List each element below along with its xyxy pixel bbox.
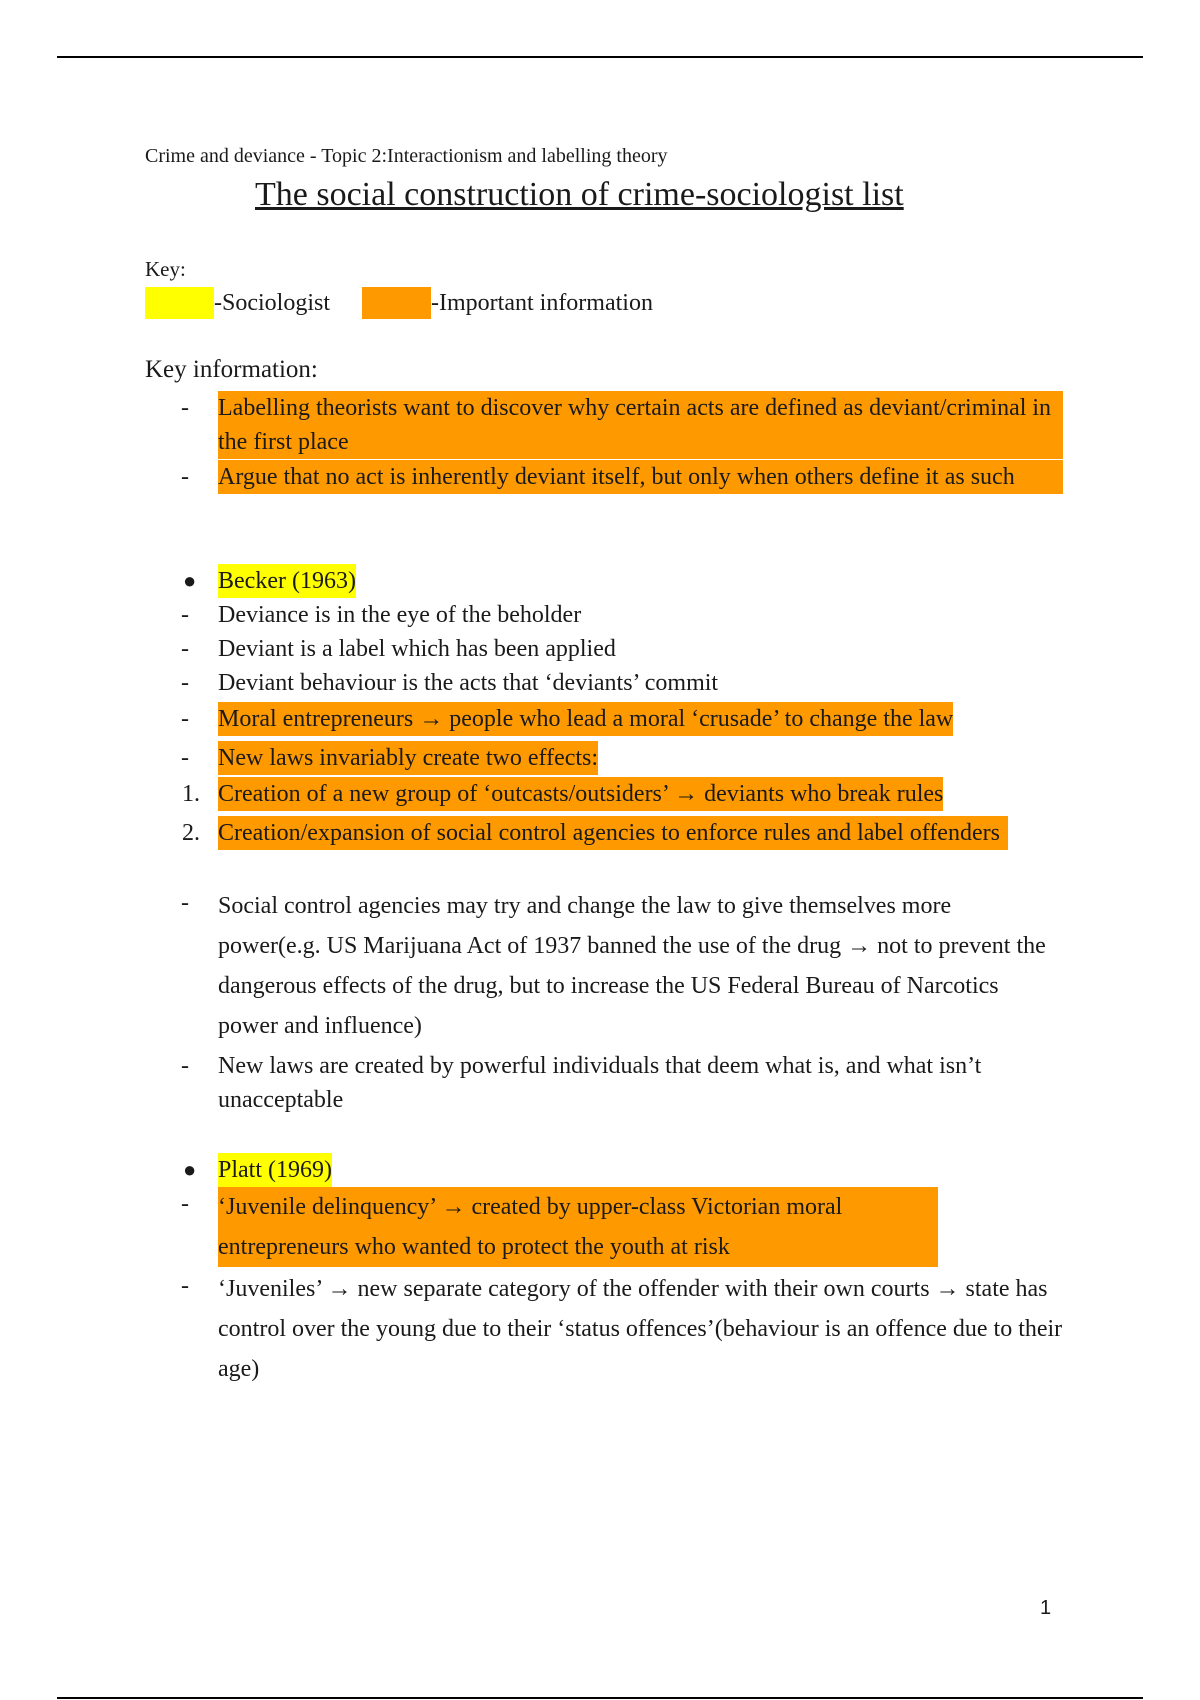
key-label: Key: xyxy=(145,257,186,281)
sociologist-name: Platt (1969) xyxy=(218,1153,332,1187)
list-item-text: New laws invariably create two effects: xyxy=(218,741,598,775)
list-item-text: ‘Juvenile delinquency’ → created by upper-class Victorian moral entrepreneurs who wanted to protect the youth at risk xyxy=(218,1187,938,1267)
list-item-text: Creation of a new group of ‘outcasts/outsiders’ → deviants who break rules xyxy=(218,777,943,811)
list-item-text: ‘Juveniles’ → new separate category of the offender with their own courts → state has control over the young due to their ‘status offences’(behaviour is an offence due to their age) xyxy=(218,1276,1063,1382)
dash-marker: - xyxy=(181,1191,189,1217)
list-item-text: New laws are created by powerful individuals that deem what is, and what isn’t unacceptable xyxy=(218,1053,982,1113)
key-information-heading: Key information: xyxy=(145,356,318,383)
bullet-marker: ● xyxy=(183,568,197,593)
bottom-rule xyxy=(57,1697,1143,1699)
list-item-text: Social control agencies may try and change the law to give themselves more power(e.g. US Marijuana Act of 1937 banned the use of the drug → not to prevent the dangerous effects of the drug, but to increase the US Federal Bureau of Narcotics power and influence) xyxy=(218,893,1046,1039)
list-item-text: Labelling theorists want to discover why certain acts are defined as deviant/criminal in the first place xyxy=(218,391,1063,459)
dash-marker: - xyxy=(181,706,189,732)
sociologist-name: Becker (1963) xyxy=(218,564,356,598)
list-item xyxy=(145,1187,1065,1269)
topic-line: Crime and deviance - Topic 2:Interactionism and labelling theory xyxy=(145,145,668,167)
number-marker: 1. xyxy=(182,781,200,807)
sociologist-legend-label: -Sociologist xyxy=(214,289,331,316)
top-rule xyxy=(57,56,1143,58)
dash-marker: - xyxy=(181,1273,189,1299)
dash-marker: - xyxy=(181,890,189,916)
list-item-text: Creation/expansion of social control agencies to enforce rules and label offenders xyxy=(218,816,1008,850)
list-item xyxy=(145,460,1065,528)
important-swatch xyxy=(362,287,431,319)
list-item-text: Deviance is in the eye of the beholder xyxy=(218,602,582,628)
dash-marker: - xyxy=(181,1053,189,1079)
dash-marker: - xyxy=(181,636,189,662)
dash-marker: - xyxy=(181,745,189,771)
dash-marker: - xyxy=(181,670,189,696)
page-title: The social construction of crime-sociologist list xyxy=(255,176,904,213)
numbered-item xyxy=(145,816,1065,884)
sociologist-swatch xyxy=(145,287,214,319)
list-item xyxy=(145,1269,1065,1391)
list-item xyxy=(145,391,1065,459)
list-item-text: Argue that no act is inherently deviant itself, but only when others define it as such xyxy=(218,460,1063,494)
color-legend xyxy=(145,286,653,320)
list-item xyxy=(145,886,1065,1046)
page-number: 1 xyxy=(1040,1597,1052,1619)
list-item-text: Moral entrepreneurs → people who lead a moral ‘crusade’ to change the law xyxy=(218,702,953,736)
dash-marker: - xyxy=(181,395,189,421)
dash-marker: - xyxy=(181,464,189,490)
number-marker: 2. xyxy=(182,820,200,846)
important-legend-label: -Important information xyxy=(431,289,653,316)
list-item-text: Deviant is a label which has been applied xyxy=(218,636,616,662)
dash-marker: - xyxy=(181,602,189,628)
bullet-marker: ● xyxy=(183,1157,197,1182)
list-item xyxy=(145,1049,1065,1117)
list-item-text: Deviant behaviour is the acts that ‘deviants’ commit xyxy=(218,670,719,696)
